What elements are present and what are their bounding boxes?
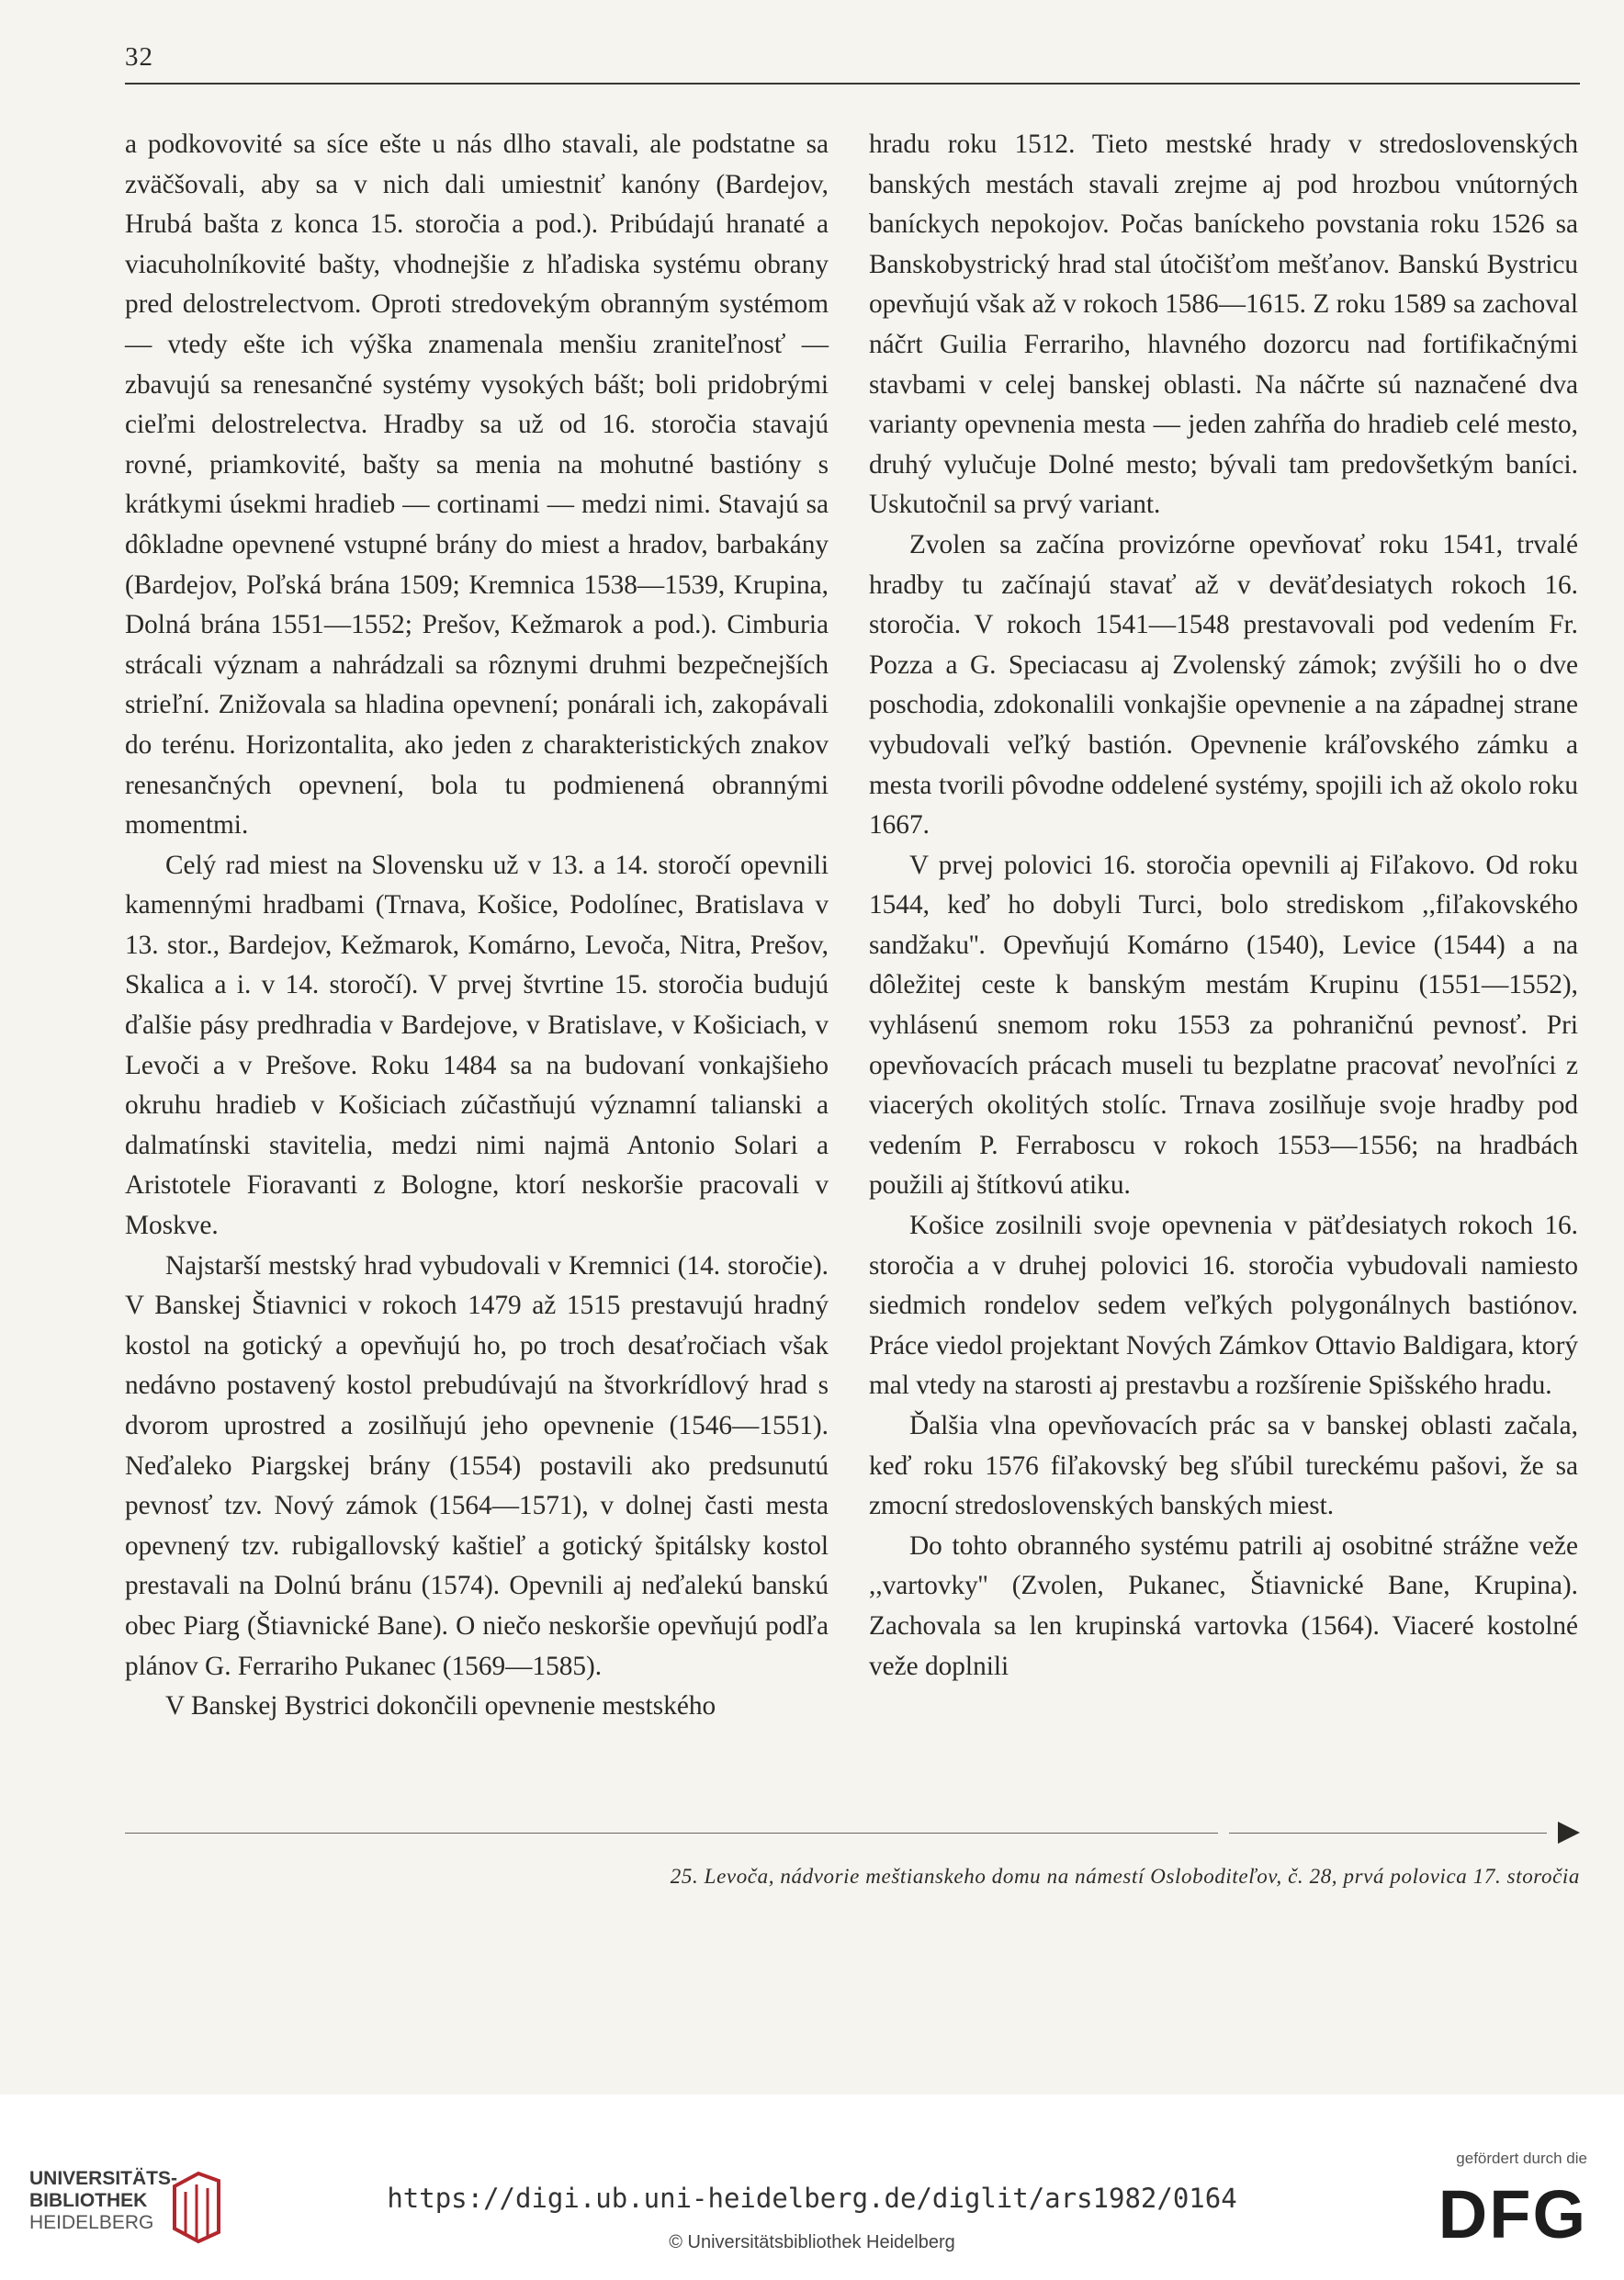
paragraph: a podkovovité sa síce ešte u nás dlho stavali, ale podstatne sa zväčšovali, aby sa v nich dali umiestniť kanóny (Bardejov, Hrubá bašta z konca 15. storočia a pod.). Pribúdajú hranaté a viacuholníkovité bašty, vhodnejšie z hľadiska systému obrany pred delostrelectvom. Oproti stredovekým obranným systémom — vtedy ešte ich výška znamenala menšiu zraniteľnosť — zbavujú sa renesančné systémy vysokých bášt; boli pridobrými cieľmi delostrelectva. Hradby sa už od 16. storočia stavajú rovné, priamkovité, bašty sa menia na mohutné bastióny s krátkymi úsekmi hradieb — cortinami — medzi nimi. Stavajú sa dôkladne opevnené vstupné brány do miest a hradov, barbakány (Bardejov, Poľská brána 1509; Kremnica 1538—1539, Krupina, Dolná brána 1551—1552; Prešov, Kežmarok a pod.). Cimburia strácali význam a nahrádzali sa rôznymi druhmi bezpečnejších strieľní. Znižovala sa hladina opevnení; ponárali ich, zakopávali do terénu. Horizontalita, ako jeden z charakteristických znakov renesančných opevnení, bola tu podmienená obrannými momentmi. — [125, 130, 829, 841]
continuation-arrow — [125, 1822, 1580, 1844]
paragraph: Ďalšia vlna opevňovacích prác sa v banskej oblasti začala, keď roku 1576 fiľakovský beg sľúbil tureckému pašovi, že sa zmocní stredoslovenských banských miest. — [869, 1411, 1578, 1521]
permalink-url[interactable]: https://digi.ub.uni-heidelberg.de/diglit/ars1982/0164 — [387, 2183, 1237, 2214]
figure-caption: 25. Levoča, nádvorie meštianskeho domu na námestí Osloboditeľov, č. 28, prvá polovica 17. storočia — [670, 1865, 1580, 1888]
paragraph: Košice zosilnili svoje opevnenia v päťdesiatych rokoch 16. storočia a v druhej polovici 16. storočia vybudovali namiesto siedmich rondelov sedem veľkých polygonálnych bastiónov. Práce viedol projektant Nových Zámkov Ottavio Baldigara, ktorý mal vtedy na starosti aj prestavbu a rozšírenie Spišského hradu. — [869, 1211, 1578, 1401]
library-name-line2: BIBLIOTHEK — [29, 2190, 148, 2211]
paragraph: hradu roku 1512. Tieto mestské hrady v stredoslovenských banských mestách stavali zrejme aj pod hrozbou vnútorných baníckych nepokojov. Počas baníckeho povstania roku 1526 sa Banskobystrický hrad stal útočišťom mešťanov. Banskú Bystricu opevňujú však až v rokoch 1586—1615. Z roku 1589 sa zachoval náčrt Guilia Ferrariho, hlavného dozorcu nad fortifikačnými stavbami v celej banskej oblasti. Na náčrte sú naznačené dva varianty opevnenia mesta — jeden zahŕňa do hradieb celé mesto, druhý vylučuje Dolné mesto; bývali tam predovšetkým baníci. Uskutočnil sa prvý variant. — [869, 130, 1578, 520]
paragraph: Najstarší mestský hrad vybudovali v Kremnici (14. storočie). V Banskej Štiavnici v rokoch 1479 až 1515 prestavujú hradný kostol na gotický a opevňujú ho, po troch desaťročiach však nedávno postavený kostol prebudúvajú na štvorkrídlový hrad s dvorom uprostred a zosilňujú jeho opevnenie (1546—1551). Neďaleko Piargskej brány (1554) postavili ako predsunutú pevnosť tzv. Nový zámok (1564—1571), v dolnej časti mesta opevnený tzv. rubigallovský kaštieľ a gotický špitálsky kostol prestavali na Dolnú bránu (1574). Opevnili aj neďalekú banskú obec Piarg (Štiavnické Bane). O niečo neskoršie opevňujú podľa plánov G. Ferrariho Pukanec (1569—1585). — [125, 1250, 829, 1681]
paragraph: Zvolen sa začína provizórne opevňovať roku 1541, trvalé hradby tu začínajú stavať až v deväťdesiatych rokoch 16. storočia. V rokoch 1541—1548 prestavovali pod vedením Fr. Pozza a G. Speciacasu aj Zvolenský zámok; zvýšili ho o dve poschodia, zdokonalili vonkajšie opevnenie a na západnej strane vybudovali veľký bastión. Opevnenie kráľovského zámku a mesta tvorili pôvodne oddelené systémy, spojili ich až okolo roku 1667. — [869, 529, 1578, 841]
copyright-notice: © Universitätsbibliothek Heidelberg — [669, 2232, 955, 2252]
paragraph: Celý rad miest na Slovensku už v 13. a 14. storočí opevnili kamennými hradbami (Trnava, Košice, Podolínec, Bratislava v 13. stor., Bardejov, Kežmarok, Komárno, Levoča, Nitra, Prešov, Skalica a i. v 14. storočí). V prvej štvrtine 15. storočia budujú ďalšie pásy predhradia v Bardejove, v Bratislave, v Košiciach, v Levoči a v Prešove. Roku 1484 sa na budovaní vonkajšieho okruhu hradieb v Košiciach zúčastňujú významní talianski a dalmatínski stavitelia, medzi nimi najmä Antonio Solari a Aristotele Fioravanti z Bologne, ktorí neskoršie pracovali v Moskve. — [125, 850, 829, 1241]
paragraph: V prvej polovici 16. storočia opevnili aj Fiľakovo. Od roku 1544, keď ho dobyli Turci, bolo strediskom ,,fiľakovského sandžaku''. Opevňujú Komárno (1540), Levice (1544) a na dôležitej ceste k banským mestám Krupinu (1551—1552), vyhlásenú snemom roku 1553 za pohraničnú pevnosť. Pri opevňovacích prácach museli tu bezplatne pracovať nevoľníci z viacerých okolitých stolíc. Trnava zosilňuje svoje hradby pod vedením P. Ferraboscu v rokoch 1553—1556; na hradbách použili aj štítkovú atiku. — [869, 850, 1578, 1201]
header-rule — [125, 83, 1580, 85]
right-text-column — [869, 125, 1578, 1687]
library-name-line1: UNIVERSITÄTS- — [29, 2168, 178, 2189]
arrow-line — [125, 1833, 1547, 1834]
paragraph: V Banskej Bystrici dokončili opevnenie mestského — [165, 1691, 716, 1721]
funding-note: gefördert durch die — [1456, 2150, 1587, 2167]
paragraph: Do tohto obranného systému patrili aj osobitné strážne veže ,,vartovky'' (Zvolen, Pukanec, Štiavnické Bane, Krupina). Zachovala sa len krupinská vartovka (1564). Viaceré kostolné veže doplnili — [869, 1530, 1578, 1681]
dfg-logo[interactable]: DFG — [1438, 2176, 1587, 2252]
arrow-right-icon — [1558, 1822, 1580, 1844]
page-number: 32 — [125, 42, 153, 72]
footer — [0, 2094, 1624, 2280]
left-text-column — [125, 125, 829, 1727]
library-name-line3: HEIDELBERG — [29, 2212, 154, 2233]
